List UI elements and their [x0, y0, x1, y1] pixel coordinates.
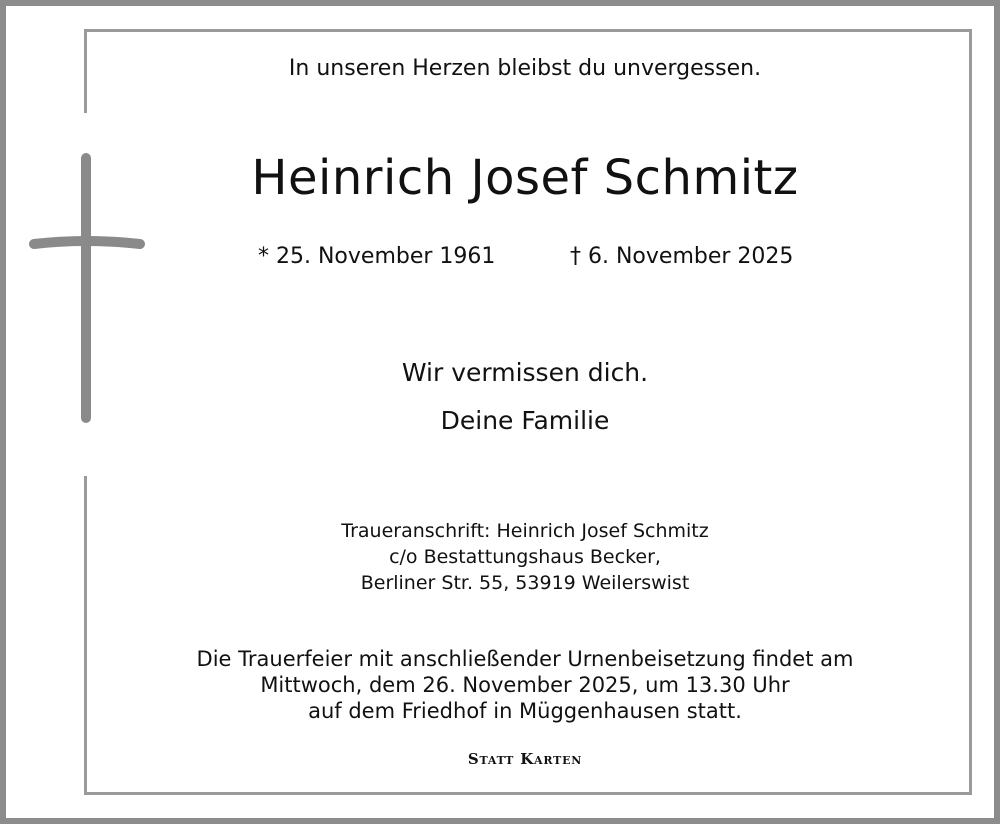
- inner-frame-left-upper: [84, 29, 87, 113]
- inner-frame-top: [84, 29, 972, 32]
- motto: In unseren Herzen bleibst du unvergessen.: [288, 56, 762, 81]
- mourning-address: [100, 518, 950, 596]
- address-line: c/o Bestattungshaus Becker,: [389, 546, 661, 568]
- address-line: Traueranschrift: Heinrich Josef Schmitz: [341, 520, 709, 542]
- service-line: auf dem Friedhof in Müggenhausen statt.: [308, 699, 742, 723]
- service-line: Die Trauerfeier mit anschließender Urnenbeisetzung findet am: [196, 647, 854, 671]
- inner-frame-bottom: [84, 792, 972, 795]
- service-line: Mittwoch, dem 26. November 2025, um 13.30 Uhr: [260, 673, 790, 697]
- deceased-name: Heinrich Josef Schmitz: [251, 150, 799, 206]
- miss-line: Wir vermissen dich.: [401, 358, 649, 387]
- family-signature: Deine Familie: [440, 406, 610, 435]
- inner-frame-right: [969, 29, 972, 795]
- birth-date: * 25. November 1961: [258, 244, 496, 269]
- closing-note: Statt Karten: [467, 750, 583, 768]
- funeral-service-info: [100, 646, 950, 724]
- death-date: † 6. November 2025: [570, 244, 794, 269]
- inner-frame-left-lower: [84, 476, 87, 795]
- address-line: Berliner Str. 55, 53919 Weilerswist: [360, 572, 690, 594]
